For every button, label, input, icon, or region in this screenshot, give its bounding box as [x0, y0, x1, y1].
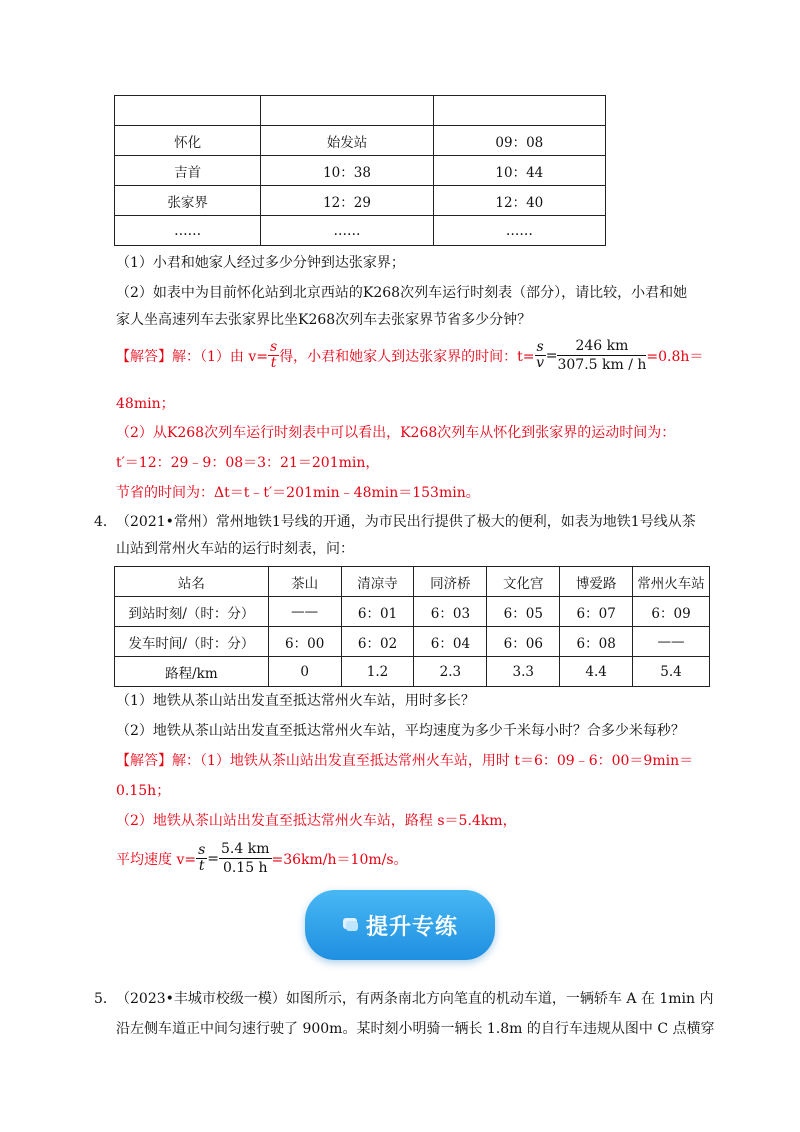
q4-sub2: （2）地铁从茶山站出发直至抵达常州火车站，平均速度为多少千米每小时？合多少米每秒？ — [116, 723, 685, 739]
table-cell: 6：04 — [414, 627, 487, 657]
table-header-cell: 常州火车站 — [633, 567, 710, 597]
table-cell: 10：44 — [433, 156, 605, 186]
equals-sign: = — [545, 347, 558, 364]
q3-answer-line3: （2）从K268次列车运行时刻表中可以看出，K268次列车从怀化到张家界的运动时间为： — [116, 425, 676, 441]
table-row — [115, 96, 606, 126]
q4-sub1: （1）地铁从茶山站出发直至抵达常州火车站，用时多长？ — [116, 693, 475, 709]
table-cell: 6：08 — [560, 627, 633, 657]
table-row — [115, 216, 606, 246]
table-cell: 路程/km — [115, 657, 269, 687]
answer-mid: 得，小君和她家人到达张家界的时间：t= — [279, 348, 535, 365]
table-cell — [433, 96, 605, 126]
table-cell: 12：29 — [261, 186, 433, 216]
q3-sub2-line1: （2）如表中为目前怀化站到北京西站的K268次列车运行时刻表（部分），请比较，小君和她 — [116, 285, 688, 301]
q3-answer-line5: 节省的时间为：Δt＝t﹣t′＝201min﹣48min＝153min。 — [116, 485, 480, 501]
answer-intro: 解：（1）由 v= — [172, 348, 268, 365]
table-cell: —— — [268, 597, 341, 627]
table-cell: 6：05 — [487, 597, 560, 627]
speed-tail: =36km/h＝10m/s。 — [271, 851, 408, 868]
table-cell: 吉首 — [115, 156, 261, 186]
table-header-cell: 清凉寺 — [341, 567, 414, 597]
frac-denominator: t — [270, 355, 277, 371]
timetable-huaihua — [114, 95, 606, 246]
table-cell — [261, 96, 433, 126]
q4-answer-line2: （2）地铁从茶山站出发直至抵达常州火车站，路程 s＝5.4km， — [116, 813, 517, 829]
answer-label: 【解答】 — [116, 753, 172, 769]
q4-line1: （2021•常州）常州地铁1号线的开通，为市民出行提供了极大的便利，如表为地铁1号线从茶 — [116, 514, 696, 530]
frac-denominator: t — [198, 858, 205, 874]
table-cell: 始发站 — [261, 126, 433, 156]
table-cell — [115, 96, 261, 126]
table-cell: 怀化 — [115, 126, 261, 156]
answer-tail: =0.8h＝ — [646, 348, 704, 365]
frac-denominator: 0.15 h — [222, 860, 268, 876]
table-row — [115, 597, 710, 627]
answer-text: 解：（1）地铁从茶山站出发直至抵达常州火车站，用时 t＝6：09﹣6：00＝9min＝ — [172, 753, 694, 769]
table-cell: …… — [433, 216, 605, 246]
table-row — [115, 186, 606, 216]
q4-number: 4． — [94, 514, 117, 530]
table-cell: …… — [115, 216, 261, 246]
table-row — [115, 126, 606, 156]
fraction-s-over-t — [268, 340, 279, 371]
table-cell: 发车时间/（时：分） — [115, 627, 269, 657]
table-cell: 6：06 — [487, 627, 560, 657]
table-cell: 5.4 — [633, 657, 710, 687]
fraction-s-over-t — [196, 843, 207, 874]
table-cell: 10：38 — [261, 156, 433, 186]
answer-label: 【解答】 — [116, 348, 172, 365]
table-header-cell: 文化宫 — [487, 567, 560, 597]
frac-numerator: s — [270, 339, 278, 355]
table-cell: 6：00 — [268, 627, 341, 657]
table-row — [115, 567, 710, 597]
table-cell: 0 — [268, 657, 341, 687]
q5-line1: （2023•丰城市校级一模）如图所示，有两条南北方向笔直的机动车道，一辆轿车 A 在 1min 内 — [116, 991, 714, 1007]
table-cell: 09：08 — [433, 126, 605, 156]
frac-numerator: s — [536, 339, 544, 355]
fraction-distance-over-speed — [557, 337, 646, 374]
table-row — [115, 657, 710, 687]
table-cell: 3.3 — [487, 657, 560, 687]
table-header-cell: 同济桥 — [414, 567, 487, 597]
frac-denominator: v — [536, 355, 545, 371]
table-cell: —— — [633, 627, 710, 657]
fraction-s-over-v — [535, 340, 546, 371]
frac-numerator: 5.4 km — [221, 841, 270, 857]
table-cell: 1.2 — [341, 657, 414, 687]
q3-sub1: （1）小君和她家人经过多少分钟到达张家界； — [116, 255, 405, 271]
table-cell: 6：09 — [633, 597, 710, 627]
table-header-cell: 站名 — [115, 567, 269, 597]
table-cell: 12：40 — [433, 186, 605, 216]
table-header-cell: 博爱路 — [560, 567, 633, 597]
table-cell: 4.4 — [560, 657, 633, 687]
table-row — [115, 627, 710, 657]
fraction-distance-over-time — [219, 840, 271, 877]
q5-number: 5． — [94, 991, 117, 1007]
q4-answer-line1b: 0.15h； — [116, 783, 171, 799]
frac-numerator: 246 km — [557, 337, 646, 356]
table-cell: 到站时刻/（时：分） — [115, 597, 269, 627]
table-cell: 张家界 — [115, 186, 261, 216]
frac-numerator: s — [198, 842, 206, 858]
q5-line2: 沿左侧车道正中间匀速行驶了 900m。某时刻小明骑一辆长 1.8m 的自行车违规从图中 C 点横穿 — [116, 1021, 715, 1037]
table-cell: 6：02 — [341, 627, 414, 657]
q3-answer-line2: 48min； — [116, 396, 175, 412]
timetable-changzhou-metro — [114, 566, 710, 687]
table-cell: 6：03 — [414, 597, 487, 627]
table-cell: 2.3 — [414, 657, 487, 687]
practice-banner — [305, 890, 495, 960]
q3-sub2-line2: 家人坐高速列车去张家界比坐K268次列车去张家界节省多少分钟？ — [116, 312, 532, 328]
q3-answer-line4: t′＝12：29﹣9：08＝3：21＝201min， — [116, 455, 380, 471]
banner-title: 提升专练 — [365, 914, 458, 940]
table-cell: 6：07 — [560, 597, 633, 627]
speed-prefix: 平均速度 v= — [116, 851, 197, 868]
frac-denominator: 307.5 km / h — [557, 357, 647, 373]
table-row — [115, 156, 606, 186]
table-header-cell: 茶山 — [268, 567, 341, 597]
table-cell: …… — [261, 216, 433, 246]
chat-bubble-icon — [342, 916, 360, 934]
table-cell: 6：01 — [341, 597, 414, 627]
q4-answer-speed — [116, 840, 408, 877]
q4-line2: 山站到常州火车站的运行时刻表，问： — [116, 541, 354, 557]
q4-answer-line1 — [116, 750, 693, 770]
q3-answer-line1 — [116, 337, 703, 374]
equals-sign: = — [207, 850, 220, 867]
